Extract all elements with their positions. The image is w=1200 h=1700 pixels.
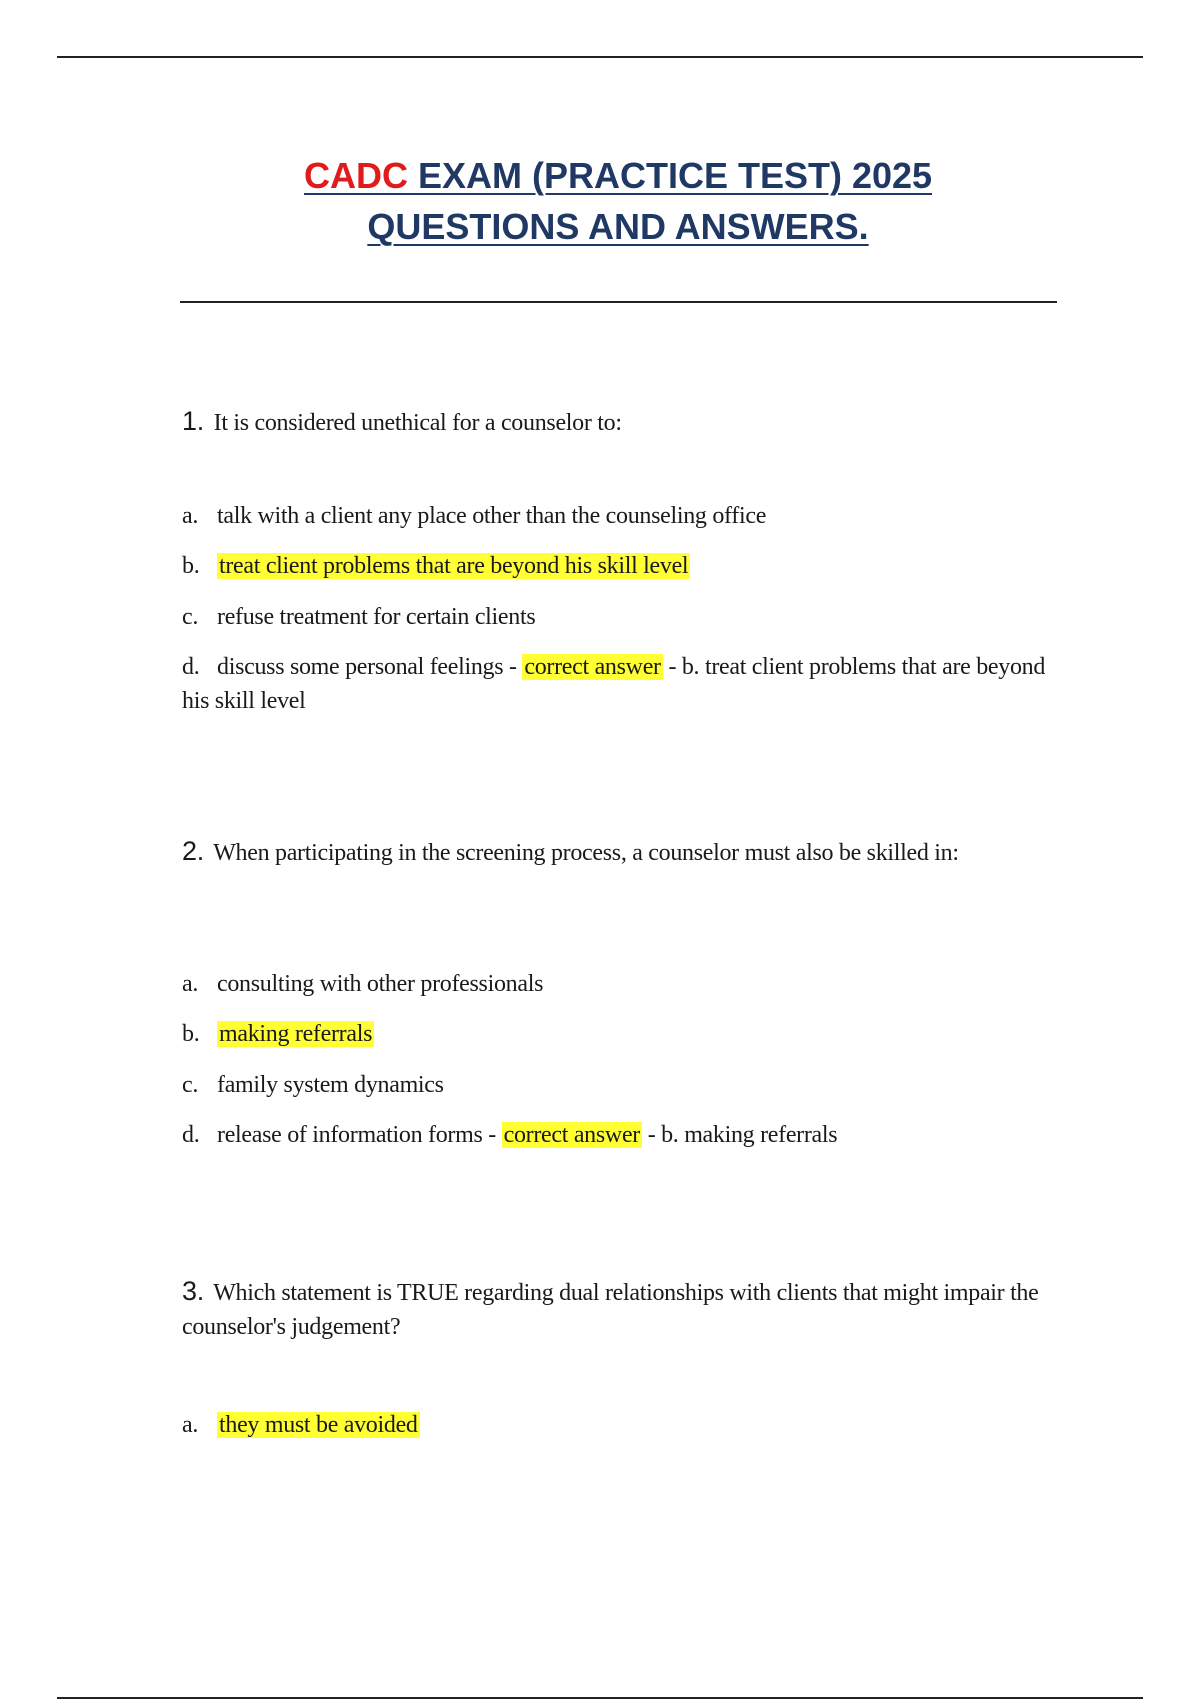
option-letter: d. — [182, 654, 200, 680]
highlighted-option-text: making referrals — [219, 1021, 373, 1047]
option-letter: c. — [182, 604, 199, 630]
question-2-option-c — [182, 1068, 1062, 1102]
title-line-1-text: EXAM (PRACTICE TEST) 2025 — [407, 155, 933, 196]
question-text: When participating in the screening process, a counselor must also be skilled in: — [213, 840, 959, 866]
option-text: release of information forms - — [217, 1122, 502, 1148]
highlighted-option-text: treat client problems that are beyond his skill level — [219, 553, 689, 579]
title-line-2: QUESTIONS AND ANSWERS. — [367, 206, 869, 247]
document-title — [0, 150, 1200, 252]
question-text: It is considered unethical for a counselor to: — [213, 410, 622, 436]
option-letter: d. — [182, 1122, 200, 1148]
correct-answer-label: correct answer — [503, 1122, 640, 1148]
option-letter: b. — [182, 1021, 200, 1047]
question-2 — [182, 834, 1062, 870]
question-number: 2. — [182, 836, 204, 866]
question-1-option-b — [182, 549, 1062, 583]
question-number: 1. — [182, 406, 204, 436]
question-2-option-d — [182, 1118, 1062, 1152]
title-brand: CADC — [303, 155, 408, 196]
question-2-option-a — [182, 967, 1062, 1001]
option-letter: b. — [182, 553, 200, 579]
question-2-option-b — [182, 1017, 1062, 1051]
option-letter: a. — [182, 503, 199, 529]
highlighted-option-text: they must be avoided — [219, 1412, 418, 1438]
option-letter: c. — [182, 1072, 199, 1098]
question-1-option-d — [182, 650, 1062, 718]
option-text: talk with a client any place other than the counseling office — [217, 503, 767, 529]
title-divider — [180, 301, 1057, 303]
option-letter: a. — [182, 1412, 199, 1438]
option-text: discuss some personal feelings - — [217, 654, 523, 680]
page-top-rule — [57, 56, 1143, 58]
question-text: Which statement is TRUE regarding dual relationships with clients that might impair the counselor's judgement? — [182, 1280, 1039, 1340]
option-text: consulting with other professionals — [217, 971, 544, 997]
option-text: family system dynamics — [217, 1072, 444, 1098]
question-1-option-c — [182, 600, 1062, 634]
question-3-option-a — [182, 1408, 1062, 1442]
page-bottom-rule — [57, 1697, 1143, 1699]
option-text: refuse treatment for certain clients — [217, 604, 536, 630]
question-1 — [182, 404, 1062, 440]
option-letter: a. — [182, 971, 199, 997]
title-line-1 — [304, 150, 932, 201]
question-number: 3. — [182, 1276, 204, 1306]
correct-answer-label: correct answer — [524, 654, 661, 680]
correct-answer-text: - b. making referrals — [642, 1122, 838, 1148]
correct-answer-text: - b. treat client problems that are beyond his skill level — [182, 654, 1046, 714]
question-3 — [182, 1274, 1062, 1344]
question-1-option-a — [182, 499, 1062, 533]
